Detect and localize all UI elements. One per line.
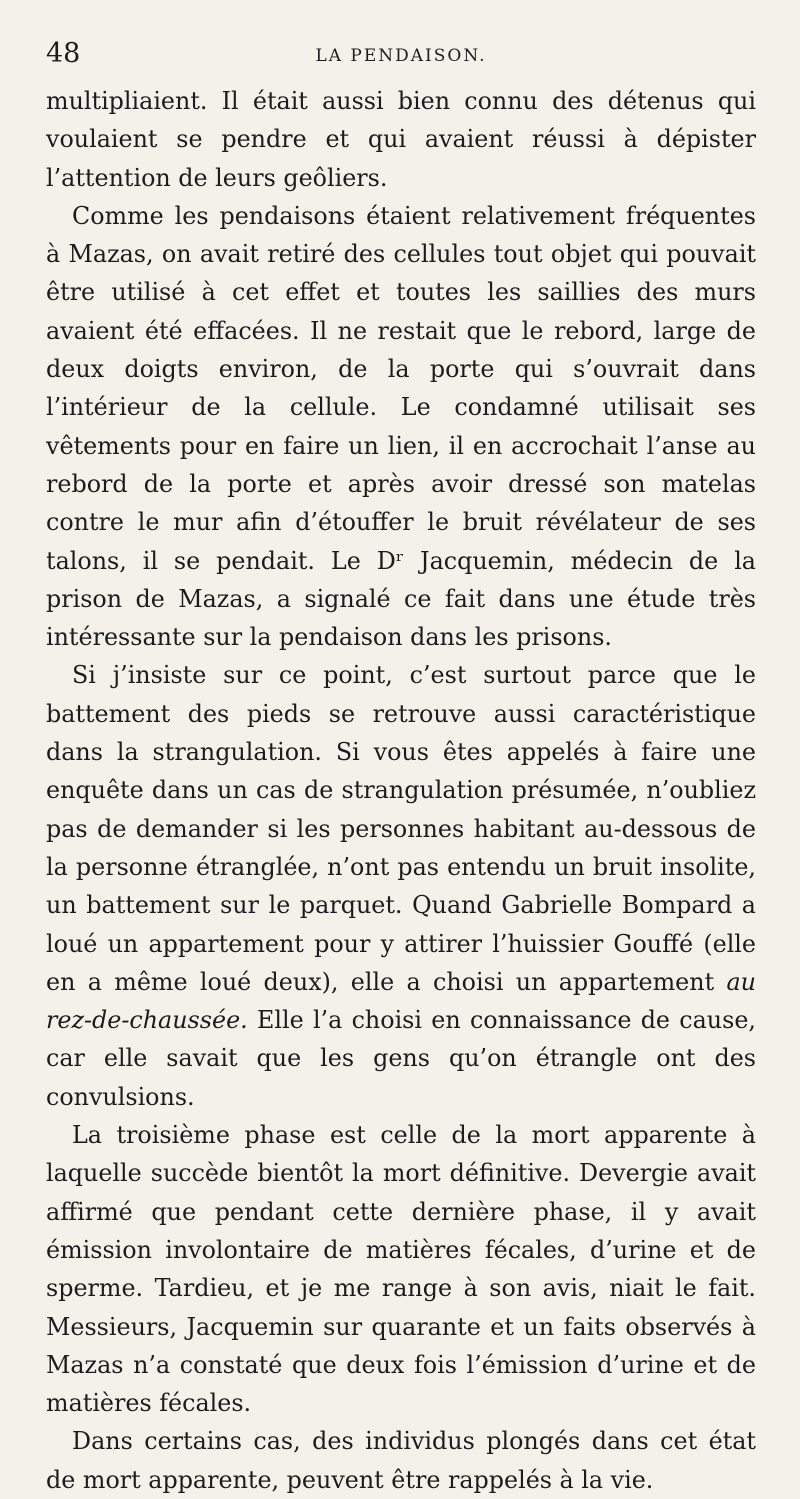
paragraph: Comme les pendaisons étaient relativement fréquentes à Mazas, on avait retiré des cellules tout objet qui pouvait être utilisé à cet effet et toutes les saillies des murs avaient été effacées. Il ne restait que le rebord, large de deux doigts environ, de la porte qui s’ouvrait dans l’intérieur de la cellule. Le condamné utilisait ses vêtements pour en faire un lien, il en accrochait l’anse au rebord de la porte et après avoir dressé son matelas contre le mur afin d’étouffer le bruit révélateur de ses talons, il se pendait. Le Dʳ Jacquemin, médecin de la prison de Mazas, a signalé ce fait dans une étude très intéressante sur la pendaison dans les prisons. [46,201,756,652]
page-header [46,28,756,78]
body-text [46,82,756,1499]
paragraph: La troisième phase est celle de la mort apparente à laquelle succède bientôt la mort définitive. Devergie avait affirmé que pendant cette dernière phase, il y avait émission involontaire de matières fécales, d’urine et de sperme. Tardieu, et je me range à son avis, niait le fait. Messieurs, Jacquemin sur quarante et un faits observés à Mazas n’a constaté que deux fois l’émission d’urine et de matières fécales. [46,1121,756,1418]
page-number: 48 [46,38,81,69]
italic-phrase: au rez-de-chaussée. [46,967,756,1035]
paragraph: multipliaient. Il était aussi bien connu des détenus qui voulaient se pendre et qui avaient réussi à dépister l’attention de leurs geôliers. [46,87,756,192]
running-head: LA PENDAISON. [315,46,487,66]
paragraph-text: Si j’insiste sur ce point, c’est surtout parce que le battement des pieds se retrouve aussi caractéristique dans la strangulation. Si vous êtes appelés à faire une enquête dans un cas de strangulation présumée, n’oubliez pas de demander si les personnes habitant au-dessous de la personne étranglée, n’ont pas entendu un bruit insolite, un battement sur le parquet. Quand Gabrielle Bompard a loué un appartement pour y attirer l’huissier Gouffé (elle en a même loué deux), elle a choisi un appartement [46,661,756,996]
paragraph: Dans certains cas, des individus plongés dans cet état de mort apparente, peuvent être rappelés à la vie. [46,1427,756,1494]
paragraph [46,656,756,1116]
paragraph-text: Elle l’a choisi en connaissance de cause, car elle savait que les gens qu’on étrangle ont des convulsions. [46,1006,756,1111]
